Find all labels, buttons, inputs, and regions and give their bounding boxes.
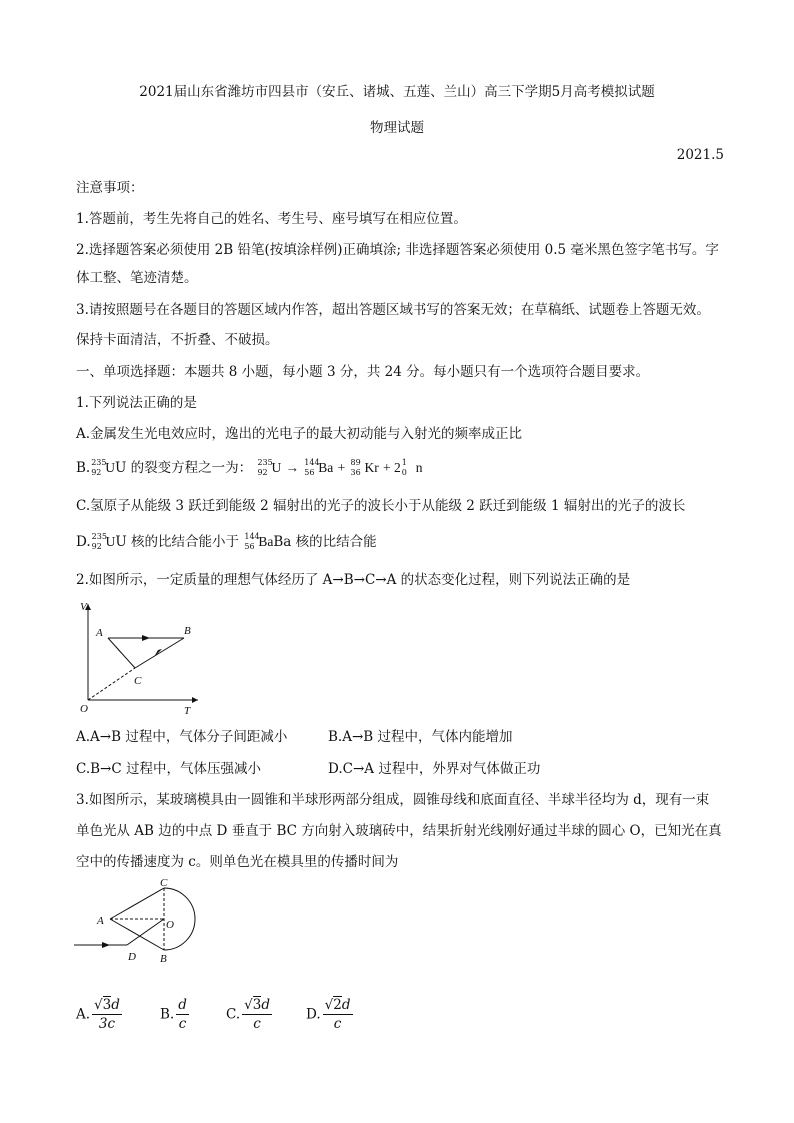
point-d-label: D (128, 951, 136, 963)
isotope-kr89: 89 36 (350, 458, 361, 477)
q3-option-b: B. $\frac{d}{c}$ (160, 997, 187, 1032)
t-axis-label: T (184, 705, 191, 717)
isotope-neutron: 1 0 (401, 458, 407, 477)
isotope-ba144-d: 144 56 (244, 532, 260, 551)
q2-option-a: A.A→B 过程中，气体分子间距减小 (76, 729, 288, 745)
q2-option-d: D.C→A 过程中，外界对气体做正功 (328, 761, 541, 777)
exam-subtitle: 物理试题 (370, 120, 424, 136)
dashed-line-oc (88, 668, 135, 700)
q3-option-c: C. $\frac{√3d}{c}$ (226, 997, 270, 1032)
notes-heading: 注意事项： (76, 180, 144, 196)
q3-stem-line-1: 3.如图所示，某玻璃模具由一圆锥和半球形两部分组成，圆锥母线和底面直径、半球半径均为 d，现有一束 (76, 792, 710, 808)
q1-option-b: B. 235 92 UU 的裂变方程之一为： 235 92 U → 144 56 Ba + 89 36 Kr + 2 1 0 n (76, 458, 423, 477)
note-2-line-2: 体工整、笔迹清楚。 (76, 270, 198, 286)
origin-label: O (80, 703, 88, 715)
point-c-label: C (160, 877, 168, 889)
point-b-label: B (160, 953, 167, 965)
exam-date: 2021.5 (676, 147, 724, 163)
q2-stem: 2.如图所示，一定质量的理想气体经历了 A→B→C→A 的状态变化过程，则下列说法正确的是 (76, 572, 631, 588)
q3-glass-mold-diagram (72, 878, 232, 978)
q2-option-b: B.A→B 过程中，气体内能增加 (328, 729, 513, 745)
point-c-label: C (134, 675, 142, 687)
note-2-line-1: 2.选择题答案必须使用 2B 铅笔(按填涂样例)正确填涂; 非选择题答案必须使用 0.5 毫米黑色签字笔书写。字 (76, 242, 719, 258)
isotope-u235-d: 235 92 (91, 532, 107, 551)
point-b-label: B (184, 625, 191, 637)
note-3-line-1: 3.请按照题号在各题目的答题区域内作答，超出答题区域书写的答案无效；在草稿纸、试题卷上答题无效。 (76, 302, 710, 318)
q1-option-c: C.氢原子从能级 3 跃迁到能级 2 辐射出的光子的波长小于从能级 2 跃迁到能级 1 辐射出的光子的波长 (76, 498, 686, 514)
q3-option-a: A. $\frac{√3d}{3c}$ (76, 997, 120, 1032)
q1-stem: 1.下列说法正确的是 (76, 395, 197, 411)
reaction-arrow: → (285, 460, 299, 475)
edge-ac (110, 888, 164, 919)
point-a-label: A (96, 627, 103, 639)
v-axis-label: V (80, 601, 87, 613)
line-ca (108, 638, 135, 668)
isotope-u235-eq: 235 92 (257, 458, 273, 477)
q3-stem-line-2: 单色光从 AB 边的中点 D 垂直于 BC 方向射入玻璃砖中，结果折射光线刚好通过半球的圆心 O，已知光在真 (76, 823, 722, 839)
section-heading: 一、单项选择题：本题共 8 小题，每小题 3 分，共 24 分。每小题只有一个选项符合题目要求。 (76, 364, 650, 380)
line-bc (135, 638, 184, 668)
arrow-bc (154, 649, 162, 657)
point-a-label: A (97, 915, 104, 927)
note-3-line-2: 保持卡面清洁，不折叠、不破损。 (76, 332, 279, 348)
q2-vt-diagram (80, 598, 210, 718)
incident-ray-arrow (102, 942, 110, 948)
exam-title: 2021届山东省潍坊市四县市（安丘、诸城、五莲、兰山）高三下学期5月高考模拟试题 (139, 84, 655, 100)
note-1: 1.答题前，考生先将自己的姓名、考生号、座号填写在相应位置。 (76, 211, 467, 227)
q1-option-a: A.金属发生光电效应时，逸出的光电子的最大初动能与入射光的频率成正比 (76, 426, 523, 442)
q1-b-label: B. (76, 460, 91, 476)
isotope-ba144: 144 56 (304, 458, 320, 477)
q2-option-c: C.B→C 过程中，气体压强减小 (76, 761, 261, 777)
q3-stem-line-3: 空中的传播速度为 c。则单色光在模具里的传播时间为 (76, 854, 399, 870)
q1-option-d: D. 235 92 UU 核的比结合能小于 144 56 BaBa 核的比结合能 (76, 532, 377, 551)
isotope-u235: 235 92 (91, 458, 107, 477)
point-o-label: O (166, 919, 174, 931)
arrow-ab (142, 635, 150, 641)
q3-option-d: D. $\frac{√2d}{c}$ (306, 997, 351, 1032)
